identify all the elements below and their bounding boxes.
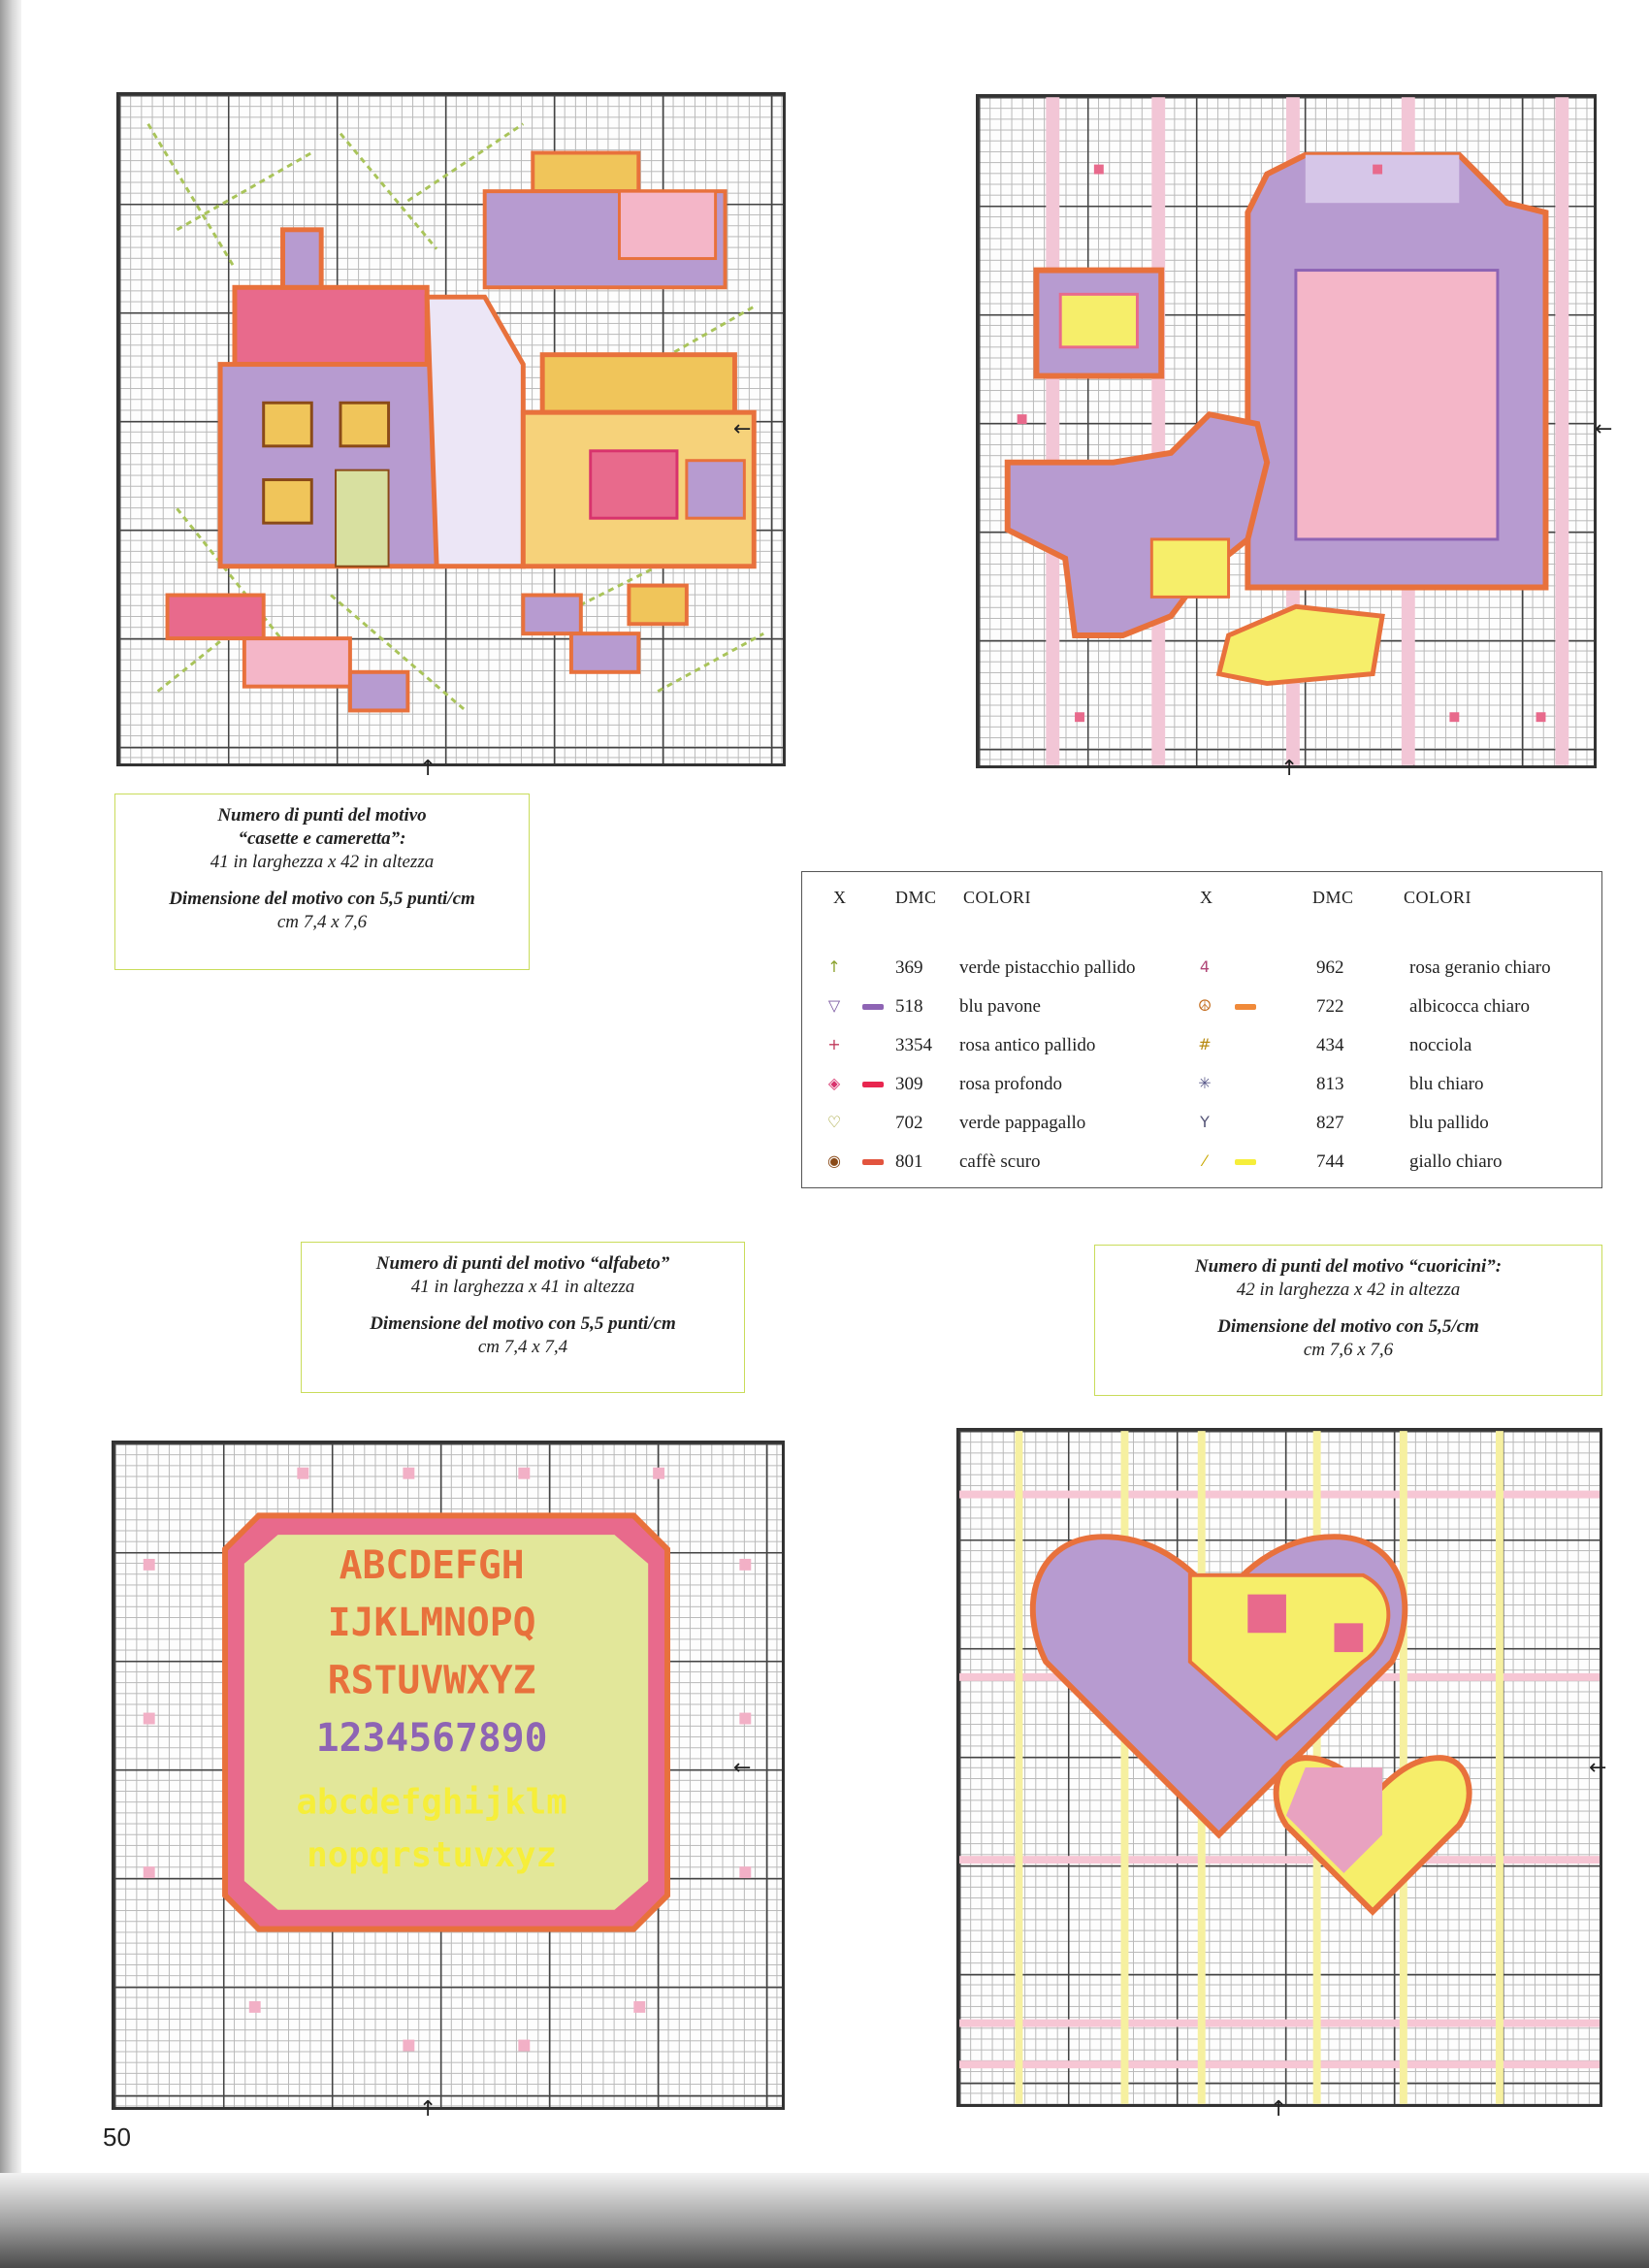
alfabeto-motif <box>114 1443 782 2107</box>
alphabet-line: RSTUVWXYZ <box>327 1658 536 1703</box>
dimension-value: cm 7,4 x 7,6 <box>276 912 368 932</box>
thread-color-swatch <box>1235 1004 1256 1010</box>
center-arrow-bottom-icon: ↑ <box>419 2097 437 2122</box>
dmc-code: 962 <box>1316 957 1344 978</box>
slippers <box>1219 606 1382 683</box>
legend-header-colori: COLORI <box>1404 888 1471 907</box>
color-name: rosa antico pallido <box>959 1035 1096 1055</box>
color-name: rosa profondo <box>959 1074 1063 1094</box>
dmc-code: 3354 <box>895 1035 932 1055</box>
dmc-code: 827 <box>1316 1113 1344 1133</box>
alphabet-line: nopqrstuvxyz <box>307 1835 558 1876</box>
legend-header-dmc: DMC <box>1312 888 1354 907</box>
center-arrow-bottom-icon: ↑ <box>419 757 437 781</box>
center-arrow-bottom-icon: ↑ <box>1270 2097 1288 2122</box>
four-stitch-icon: 4 <box>1199 956 1211 976</box>
legend-header-x: X <box>1200 888 1213 907</box>
color-name: caffè scuro <box>959 1151 1041 1172</box>
heart-patch <box>1334 1623 1363 1652</box>
color-name: blu pallido <box>1409 1113 1489 1133</box>
dimension-title: Dimensione del motivo con 5,5 punti/cm <box>169 889 475 909</box>
chart-cameretta <box>976 94 1597 768</box>
slash-stitch-icon: ⁄ <box>1203 1150 1207 1170</box>
alphabet-line: 1234567890 <box>315 1716 548 1762</box>
legend-header-dmc: DMC <box>895 888 937 907</box>
center-arrow-right-icon: ← <box>733 417 752 441</box>
dimension-title: Dimensione del motivo con 5,5 punti/cm <box>370 1313 676 1334</box>
page-number: 50 <box>103 2122 131 2152</box>
alphabet-line: ABCDEFGH <box>339 1542 525 1588</box>
up-arrow-stitch-icon: ↑ <box>827 956 841 976</box>
hash-stitch-icon: # <box>1198 1034 1212 1053</box>
plus-stitch-icon: + <box>827 1034 841 1053</box>
stones <box>168 586 687 711</box>
alphabet-line: IJKLMNOPQ <box>327 1601 536 1646</box>
dmc-code: 722 <box>1316 996 1344 1017</box>
heart-stitch-icon: ♡ <box>826 1112 842 1131</box>
chart-alfabeto <box>112 1441 785 2110</box>
chart-casette <box>116 92 786 766</box>
dmc-code: 369 <box>895 957 923 978</box>
center-arrow-right-icon: ← <box>1589 1756 1607 1780</box>
center-arrow-right-icon: ← <box>733 1756 752 1780</box>
stitch-count: 41 in larghezza x 42 in altezza <box>210 852 435 872</box>
diamond-stitch-icon: ◈ <box>827 1073 841 1092</box>
legend-header-x: X <box>833 888 847 907</box>
info-title: “casette e cameretta”: <box>238 828 406 849</box>
legend-header-colori: COLORI <box>963 888 1031 907</box>
cameretta-motif <box>979 97 1594 765</box>
color-name: blu pavone <box>959 996 1041 1017</box>
color-name: blu chiaro <box>1409 1074 1484 1094</box>
stitch-count: 41 in larghezza x 41 in altezza <box>410 1277 635 1297</box>
circle-dot-stitch-icon: ◉ <box>827 1150 841 1170</box>
scan-bottom-edge <box>0 2173 1649 2268</box>
thread-color-swatch <box>862 1004 884 1010</box>
dimension-value: cm 7,4 x 7,4 <box>477 1337 568 1357</box>
info-title: Numero di punti del motivo “alfabeto” <box>375 1253 670 1274</box>
thread-color-swatch <box>862 1159 884 1165</box>
dmc-code: 801 <box>895 1151 923 1172</box>
heart-patch <box>1247 1595 1286 1634</box>
info-box-cuoricini <box>1094 1245 1602 1396</box>
color-name: albicocca chiaro <box>1409 996 1530 1017</box>
color-name: rosa geranio chiaro <box>1409 957 1551 978</box>
info-box-alfabeto <box>301 1242 745 1393</box>
house-main <box>220 230 523 567</box>
color-name: verde pistacchio pallido <box>959 957 1136 978</box>
page-binding-shadow <box>0 0 21 2268</box>
info-title: Numero di punti del motivo “cuoricini”: <box>1194 1256 1503 1277</box>
alphabet-line: abcdefghijklm <box>296 1782 567 1823</box>
center-arrow-right-icon: ← <box>1595 417 1613 441</box>
stitch-count: 42 in larghezza x 42 in altezza <box>1236 1280 1461 1300</box>
dimension-title: Dimensione del motivo con 5,5/cm <box>1217 1316 1479 1337</box>
dmc-code: 518 <box>895 996 923 1017</box>
thread-color-swatch <box>862 1082 884 1087</box>
dimension-value: cm 7,6 x 7,6 <box>1303 1340 1394 1360</box>
color-name: verde pappagallo <box>959 1113 1086 1133</box>
color-name: nocciola <box>1409 1035 1472 1055</box>
asterisk-stitch-icon: ✳ <box>1198 1073 1212 1092</box>
color-legend <box>801 871 1602 1188</box>
info-box-casette <box>114 794 530 970</box>
cloud-top <box>485 153 726 288</box>
picture-frame <box>1036 271 1161 376</box>
cuoricini-motif <box>959 1431 1600 2104</box>
dmc-code: 702 <box>895 1113 923 1133</box>
dmc-code: 309 <box>895 1074 923 1094</box>
thread-color-swatch <box>1235 1159 1256 1165</box>
dmc-code: 813 <box>1316 1074 1344 1094</box>
color-name: giallo chiaro <box>1409 1151 1503 1172</box>
triangle-stitch-icon: ▽ <box>827 995 841 1015</box>
house-small <box>523 355 754 567</box>
dmc-code: 434 <box>1316 1035 1344 1055</box>
casette-motif <box>119 95 783 763</box>
peace-stitch-icon: ☮ <box>1197 995 1212 1015</box>
dmc-code: 744 <box>1316 1151 1344 1172</box>
y-stitch-icon: Y <box>1200 1112 1210 1131</box>
center-arrow-bottom-icon: ↑ <box>1280 757 1299 781</box>
wardrobe <box>1247 155 1545 588</box>
info-title: Numero di punti del motivo <box>217 805 427 826</box>
chart-cuoricini <box>956 1428 1602 2107</box>
